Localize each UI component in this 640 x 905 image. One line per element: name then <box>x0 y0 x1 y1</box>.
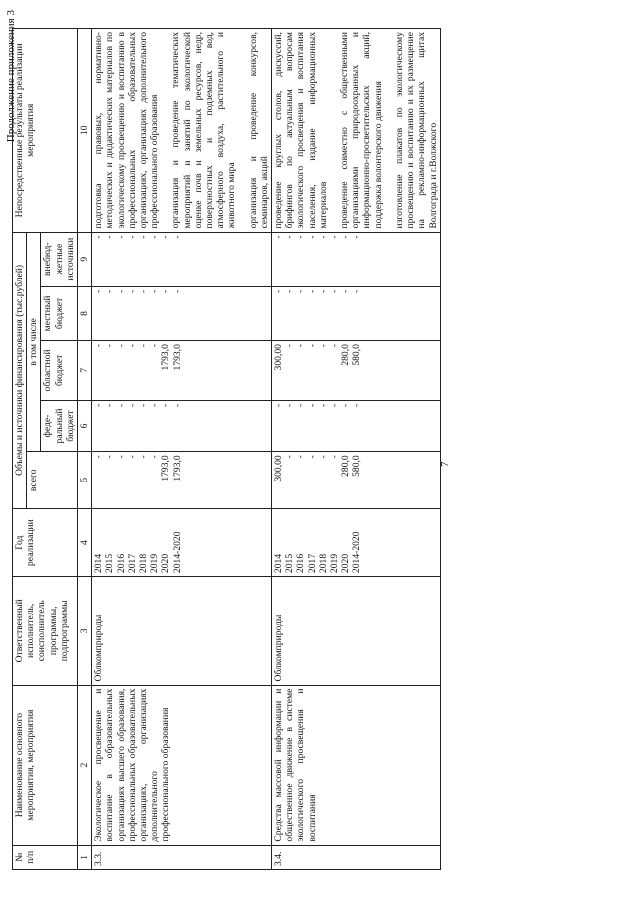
results-cell <box>272 29 441 233</box>
result-item: изготовление плакатов по экологическому просвещению и воспитанию и их размещение на рекламно-информационных щитах Волгограда и г.Волжского <box>393 32 439 229</box>
extrabudgetary-value: - <box>126 235 138 239</box>
federal-value: - <box>126 403 138 407</box>
local-value: - <box>317 289 329 294</box>
col-number: 3 <box>78 577 92 686</box>
total-value: - <box>317 455 329 459</box>
header-number: № п/п <box>13 845 78 869</box>
year-value: 2017 <box>306 553 318 574</box>
col-number: 5 <box>78 452 92 509</box>
local-cell <box>92 286 272 340</box>
total-value: 1793,0 <box>171 455 183 482</box>
regional-value: - <box>295 344 307 348</box>
years-cell <box>92 509 272 577</box>
total-cell <box>272 452 441 509</box>
federal-cell <box>92 400 272 452</box>
regional-value: - <box>284 344 296 348</box>
federal-value: - <box>115 403 127 407</box>
federal-value: - <box>93 403 105 407</box>
header-extrabudgetary: внебюд-жетные источники <box>41 232 78 286</box>
federal-value: - <box>171 403 183 407</box>
local-value: - <box>306 289 318 294</box>
local-value: - <box>295 289 307 294</box>
year-value: 2014 <box>93 553 105 574</box>
extrabudgetary-value: - <box>284 235 296 239</box>
result-item: организация и проведение тематических мероприятий и занятий по экологической оценке почв и земельных ресурсов, недр, поверхностных и подземных вод, атмосферного воздуха, растительного и животного мира <box>170 32 238 229</box>
regional-value: 1793,0 <box>171 344 183 371</box>
header-measure-name: Наименование основного мероприятия, мероприятия <box>13 685 78 845</box>
local-value: - <box>340 289 352 294</box>
federal-value: - <box>295 403 307 407</box>
federal-value: - <box>104 403 116 407</box>
local-value: - <box>284 289 296 294</box>
local-value: - <box>171 289 183 294</box>
local-value: - <box>160 289 172 294</box>
regional-value: - <box>329 344 341 348</box>
row-number: 3.4. <box>272 845 441 869</box>
col-number: 2 <box>78 685 92 845</box>
regional-cell <box>272 341 441 401</box>
col-number: 1 <box>78 845 92 869</box>
header-funding: Объемы и источники финансирования (тыс.рублей) <box>13 232 27 509</box>
year-value: 2020 <box>340 553 352 574</box>
federal-value: - <box>351 403 363 407</box>
extrabudgetary-value: - <box>317 235 329 239</box>
table-row <box>272 29 441 870</box>
page-number: 7 <box>439 461 451 467</box>
measure-name: Экологическое просвещение и воспитание в образовательных организациях высшего образования, профессиональных образовательных организациях, организациях дополнительного профессионального образования <box>92 685 272 845</box>
federal-value: - <box>160 403 172 407</box>
federal-value: - <box>329 403 341 407</box>
total-value: 300,00 <box>273 455 285 482</box>
year-value: 2014-2020 <box>171 531 183 574</box>
col-number: 9 <box>78 232 92 286</box>
local-value: - <box>126 289 138 294</box>
extrabudgetary-value: - <box>340 235 352 239</box>
regional-value: 300,00 <box>273 344 285 371</box>
executor: Облкомприроды <box>92 577 272 686</box>
result-item: проведение совместно с общественными организациями природоохранных и информационно-просветительских акций, поддержка волонтерского движения <box>339 32 384 229</box>
year-value: 2015 <box>104 553 116 574</box>
total-value: - <box>93 455 105 459</box>
total-value: 1793,0 <box>160 455 172 482</box>
total-value: - <box>138 455 150 459</box>
year-value: 2019 <box>149 553 161 574</box>
extrabudgetary-value: - <box>160 235 172 239</box>
local-value: - <box>115 289 127 294</box>
extrabudgetary-value: - <box>149 235 161 239</box>
federal-value: - <box>340 403 352 407</box>
result-item: проведение круглых столов, дискуссий, брифингов по актуальным вопросам экологического просвещения и воспитания населения, издание информационных материалов <box>273 32 329 229</box>
year-value: 2016 <box>295 553 307 574</box>
regional-value: - <box>138 344 150 348</box>
col-number: 4 <box>78 509 92 577</box>
col-number: 8 <box>78 286 92 340</box>
header-total: всего <box>27 452 78 509</box>
extrabudgetary-value: - <box>93 235 105 239</box>
col-number: 7 <box>78 341 92 401</box>
regional-value: - <box>115 344 127 348</box>
header-local-budget: местный бюджет <box>41 286 78 340</box>
header-regional-budget: областной бюджет <box>41 341 78 401</box>
year-value: 2017 <box>126 553 138 574</box>
results-cell <box>92 29 272 233</box>
program-measures-table <box>12 28 441 870</box>
federal-value: - <box>306 403 318 407</box>
local-cell <box>272 286 441 340</box>
table-body <box>92 29 440 870</box>
federal-value: - <box>149 403 161 407</box>
local-value: - <box>93 289 105 294</box>
extrabudgetary-value: - <box>273 235 285 239</box>
total-value: - <box>295 455 307 459</box>
col-number: 10 <box>78 29 92 233</box>
regional-cell <box>92 341 272 401</box>
federal-value: - <box>284 403 296 407</box>
extrabudgetary-cell <box>272 232 441 286</box>
total-value: - <box>104 455 116 459</box>
regional-value: 280,0 <box>340 344 352 366</box>
local-value: - <box>273 289 285 294</box>
local-value: - <box>149 289 161 294</box>
extrabudgetary-value: - <box>104 235 116 239</box>
regional-value: - <box>104 344 116 348</box>
federal-value: - <box>273 403 285 407</box>
extrabudgetary-value: - <box>306 235 318 239</box>
local-value: - <box>138 289 150 294</box>
extrabudgetary-value: - <box>171 235 183 239</box>
total-value: 580,0 <box>351 455 363 477</box>
extrabudgetary-value: - <box>295 235 307 239</box>
regional-value: - <box>149 344 161 348</box>
col-number: 6 <box>78 400 92 452</box>
federal-cell <box>272 400 441 452</box>
result-item: подготовка правовых, нормативно-методических и дидактических материалов по экологическому просвещению и воспитанию в профессиональных образовательных организациях, организациях дополнительного профессионального образования <box>93 32 161 229</box>
extrabudgetary-value: - <box>351 235 363 239</box>
year-value: 2018 <box>138 553 150 574</box>
extrabudgetary-value: - <box>115 235 127 239</box>
total-value: 280,0 <box>340 455 352 477</box>
regional-value: - <box>306 344 318 348</box>
header-year: Год реализации <box>13 509 78 577</box>
regional-value: 580,0 <box>351 344 363 366</box>
year-value: 2014 <box>273 553 285 574</box>
total-value: - <box>329 455 341 459</box>
extrabudgetary-value: - <box>329 235 341 239</box>
header-including: в том числе <box>27 232 41 452</box>
extrabudgetary-cell <box>92 232 272 286</box>
regional-value: 1793,0 <box>160 344 172 371</box>
local-value: - <box>329 289 341 294</box>
years-cell <box>272 509 441 577</box>
executor: Облкомприроды <box>272 577 441 686</box>
total-value: - <box>284 455 296 459</box>
regional-value: - <box>317 344 329 348</box>
regional-value: - <box>126 344 138 348</box>
year-value: 2019 <box>329 553 341 574</box>
total-value: - <box>115 455 127 459</box>
total-value: - <box>149 455 161 459</box>
total-cell <box>92 452 272 509</box>
year-value: 2016 <box>115 553 127 574</box>
header-executor: Ответственный исполнитель, соисполнитель программы, подпрограммы <box>13 577 78 686</box>
local-value: - <box>351 289 363 294</box>
appendix-continuation-label: Продолжение приложения 3 <box>5 10 17 143</box>
year-value: 2014-2020 <box>351 531 363 574</box>
federal-value: - <box>317 403 329 407</box>
result-item: организация и проведение конкурсов, семинаров, акций <box>247 32 270 229</box>
year-value: 2020 <box>160 553 172 574</box>
total-value: - <box>306 455 318 459</box>
measure-name: Средства массовой информации и общественное движение в системе экологического просвещения и воспитания <box>272 685 441 845</box>
header-federal-budget: феде-ральный бюджет <box>41 400 78 452</box>
column-numbers-row <box>78 29 92 870</box>
federal-value: - <box>138 403 150 407</box>
regional-value: - <box>93 344 105 348</box>
year-value: 2018 <box>317 553 329 574</box>
local-value: - <box>104 289 116 294</box>
year-value: 2015 <box>284 553 296 574</box>
table-row <box>92 29 272 870</box>
header-results: Непосредственные результаты реализации мероприятия <box>13 29 78 233</box>
row-number: 3.3. <box>92 845 272 869</box>
extrabudgetary-value: - <box>138 235 150 239</box>
total-value: - <box>126 455 138 459</box>
